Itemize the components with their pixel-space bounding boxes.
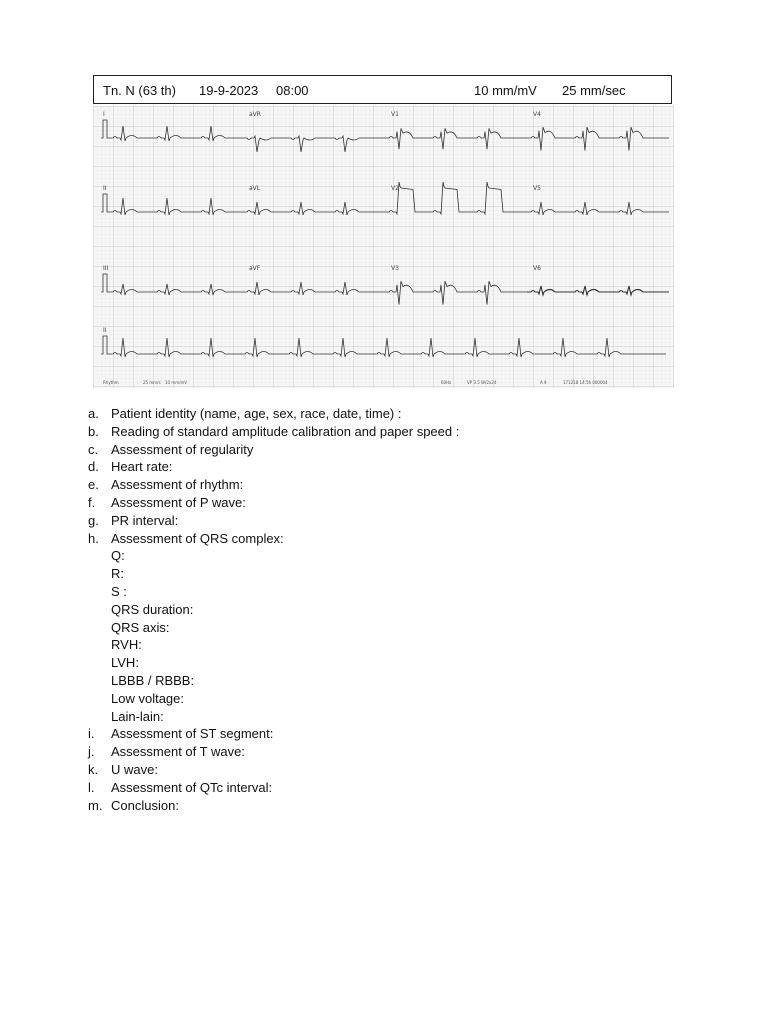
ecg-header-box — [93, 75, 672, 104]
sub-list-item — [88, 619, 688, 637]
sub-list-item — [88, 565, 688, 583]
list-item-text: Assessment of regularity — [111, 441, 254, 457]
ecg-footer-device: VP 3.5 W/2x24 — [467, 380, 497, 385]
list-item — [88, 476, 688, 494]
list-item-text: Q: — [111, 548, 125, 564]
sub-list-item — [88, 708, 688, 726]
list-item — [88, 405, 688, 423]
lead-label: V3 — [391, 265, 399, 272]
list-marker: m. — [88, 797, 103, 813]
list-item — [88, 458, 688, 476]
record-time: 08:00 — [276, 83, 309, 98]
lead-label: V2 — [391, 185, 399, 192]
list-item — [88, 441, 688, 459]
sub-list-item — [88, 583, 688, 601]
lead-label: II — [103, 327, 107, 334]
list-item-text: R: — [111, 566, 124, 582]
list-item-text: Conclusion: — [111, 797, 179, 813]
list-item-text: Low voltage: — [111, 690, 184, 706]
list-item — [88, 779, 688, 797]
list-marker: h. — [88, 530, 99, 546]
ecg-footer-code: A 9 — [540, 380, 547, 385]
list-item-text: Lain-lain: — [111, 708, 164, 724]
lead-label: V1 — [391, 111, 399, 118]
list-marker: c. — [88, 441, 99, 457]
list-item-text: Heart rate: — [111, 459, 173, 475]
lead-label: V6 — [533, 265, 541, 272]
list-marker: k. — [88, 761, 99, 777]
list-item — [88, 797, 688, 815]
list-item-text: QRS duration: — [111, 601, 194, 617]
lead-label: aVF — [249, 265, 261, 272]
list-item-text: U wave: — [111, 761, 158, 777]
list-marker: e. — [88, 477, 99, 493]
list-item-text: Assessment of QTc interval: — [111, 779, 273, 795]
sub-list-item — [88, 547, 688, 565]
paper-speed: 25 mm/sec — [562, 83, 626, 98]
list-item — [88, 761, 688, 779]
list-marker: d. — [88, 459, 99, 475]
sub-list-item — [88, 672, 688, 690]
ecg-footer-gain: 10 mm/mV — [165, 380, 188, 385]
ecg-footer-speed: 25 mm/s — [143, 380, 161, 385]
list-item-text: LBBB / RBBB: — [111, 672, 195, 688]
amplitude-calibration: 10 mm/mV — [474, 83, 537, 98]
list-item-text: QRS axis: — [111, 619, 170, 635]
ecg-strip — [93, 106, 674, 388]
list-item — [88, 530, 688, 548]
list-marker: b. — [88, 423, 99, 439]
ecg-footer-id: 171218 14:56 000004 — [563, 380, 608, 385]
record-date: 19-9-2023 — [199, 83, 259, 98]
list-item — [88, 743, 688, 761]
ecg-footer-left: Rhythm — [103, 380, 119, 385]
sub-list-item — [88, 601, 688, 619]
list-item — [88, 512, 688, 530]
patient-identity: Tn. N (63 th) — [103, 83, 176, 98]
lead-label: aVL — [249, 185, 261, 192]
sub-list-item — [88, 690, 688, 708]
list-item — [88, 494, 688, 512]
lead-label: II — [103, 185, 107, 192]
lead-label: V5 — [533, 185, 541, 192]
list-marker: a. — [88, 406, 99, 421]
lead-label: V4 — [533, 111, 541, 118]
list-item-text: Reading of standard amplitude calibration and paper speed : — [111, 423, 460, 439]
list-item-text: Assessment of T wave: — [111, 744, 245, 760]
lead-label: I — [103, 111, 105, 118]
list-item-text: Assessment of ST segment: — [111, 726, 274, 742]
list-marker: j. — [88, 744, 95, 760]
list-item-text: Patient identity (name, age, sex, race, date, time) : — [111, 406, 402, 421]
list-marker: g. — [88, 512, 99, 528]
list-item-text: Assessment of QRS complex: — [111, 530, 284, 546]
list-marker: f. — [88, 494, 96, 510]
sub-list-item — [88, 654, 688, 672]
sub-list-item — [88, 636, 688, 654]
list-item-text: RVH: — [111, 637, 142, 653]
list-marker: l. — [88, 779, 95, 795]
ecg-footer-filter: 60Hz — [441, 380, 452, 385]
lead-label: aVR — [249, 111, 261, 118]
ecg-trace-image — [93, 106, 674, 388]
list-item — [88, 423, 688, 441]
lead-label: III — [103, 265, 109, 272]
list-item-text: LVH: — [111, 655, 139, 671]
list-item — [88, 725, 688, 743]
list-item-text: S : — [111, 583, 127, 599]
list-item-text: Assessment of P wave: — [111, 494, 246, 510]
list-item-text: PR interval: — [111, 512, 179, 528]
list-marker: i. — [88, 726, 95, 742]
ecg-assessment-list — [88, 405, 688, 814]
list-item-text: Assessment of rhythm: — [111, 477, 244, 493]
